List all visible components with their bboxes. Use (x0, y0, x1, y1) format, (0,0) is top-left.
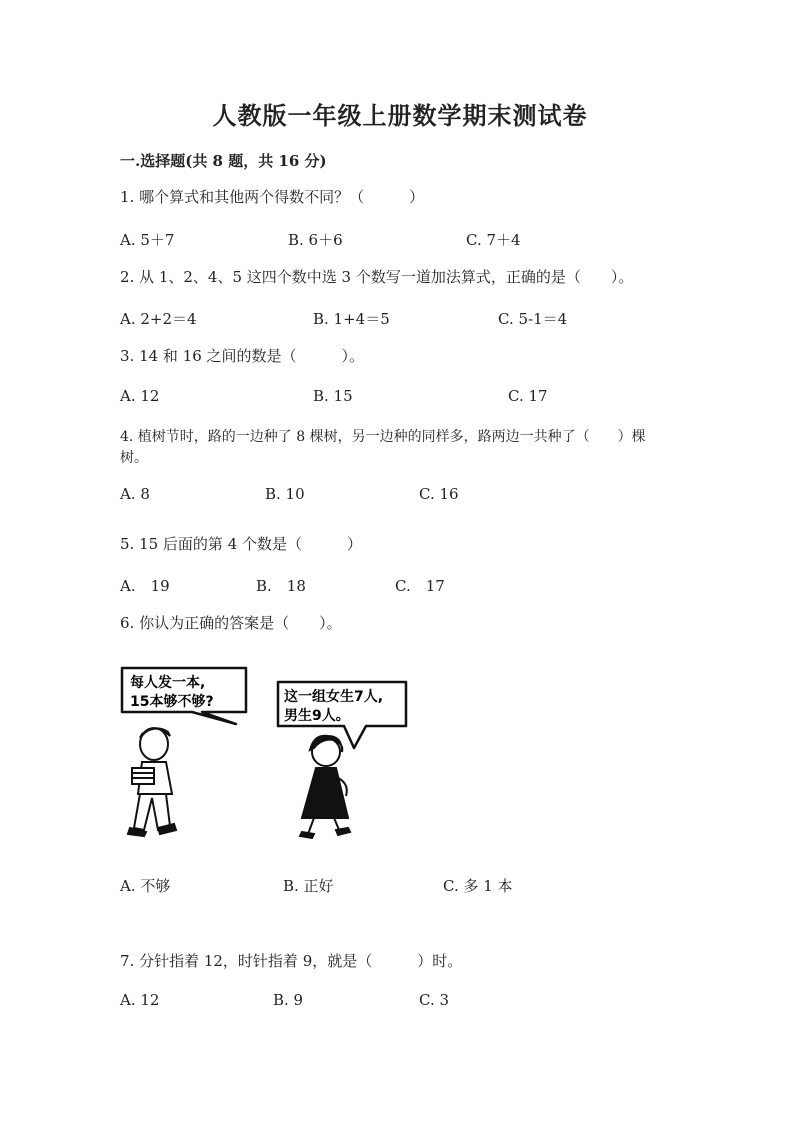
question-4-line-1: 4. 植树节时，路的一边种了 8 棵树，另一边种的同样多，路两边一共种了（ ）棵 (120, 429, 646, 445)
q7-option-a: A. 12 (120, 991, 160, 1009)
q3-option-c: C. 17 (508, 387, 548, 405)
q2-option-c: C. 5-1＝4 (498, 310, 568, 328)
q2-option-a: A. 2+2＝4 (120, 310, 197, 328)
q5-option-b: B. 18 (256, 577, 306, 595)
q1-option-c: C. 7＋4 (466, 231, 521, 249)
question-3: 3. 14 和 16 之间的数是（ ）。 (120, 347, 365, 365)
section-heading: 一.选择题(共 8 题，共 16 分) (120, 152, 327, 170)
girl-figure (300, 736, 350, 838)
question-6: 6. 你认为正确的答案是（ ）。 (120, 614, 342, 632)
boy-speech-bubble (122, 668, 246, 724)
girl-bubble-line-1: 这一组女生7人, (284, 689, 384, 705)
q1-option-b: B. 6＋6 (288, 231, 343, 249)
page-title: 人教版一年级上册数学期末测试卷 (212, 101, 588, 130)
boy-bubble-line-2: 15本够不够? (130, 694, 214, 710)
question-7: 7. 分针指着 12，时针指着 9，就是（ ）时。 (120, 952, 463, 970)
boy-figure (128, 728, 176, 836)
q6-option-a: A. 不够 (120, 877, 171, 895)
q4-option-b: B. 10 (265, 485, 305, 503)
q5-option-c: C. 17 (395, 577, 445, 595)
q1-option-a: A. 5＋7 (120, 231, 175, 249)
q6-option-c: C. 多 1 本 (443, 877, 513, 895)
q3-option-a: A. 12 (120, 387, 160, 405)
kids-speech-bubbles-picture (118, 664, 418, 839)
question-1: 1. 哪个算式和其他两个得数不同？（ ） (120, 188, 425, 206)
question-6-illustration (118, 664, 418, 839)
boy-bubble-line-1: 每人发一本, (130, 675, 206, 691)
q7-option-c: C. 3 (419, 991, 450, 1009)
question-5: 5. 15 后面的第 4 个数是（ ） (120, 535, 363, 553)
q5-option-a: A. 19 (120, 577, 170, 595)
q6-option-b: B. 正好 (283, 877, 334, 895)
girl-speech-bubble (278, 682, 406, 748)
q4-option-c: C. 16 (419, 485, 459, 503)
question-2: 2. 从 1、2、4、5 这四个数中选 3 个数写一道加法算式，正确的是（ ）。 (120, 268, 634, 286)
q3-option-b: B. 15 (313, 387, 353, 405)
question-4-line-2: 树。 (120, 450, 148, 466)
girl-bubble-line-2: 男生9人。 (284, 708, 350, 724)
q4-option-a: A. 8 (120, 485, 150, 503)
q2-option-b: B. 1+4＝5 (313, 310, 390, 328)
q7-option-b: B. 9 (273, 991, 304, 1009)
